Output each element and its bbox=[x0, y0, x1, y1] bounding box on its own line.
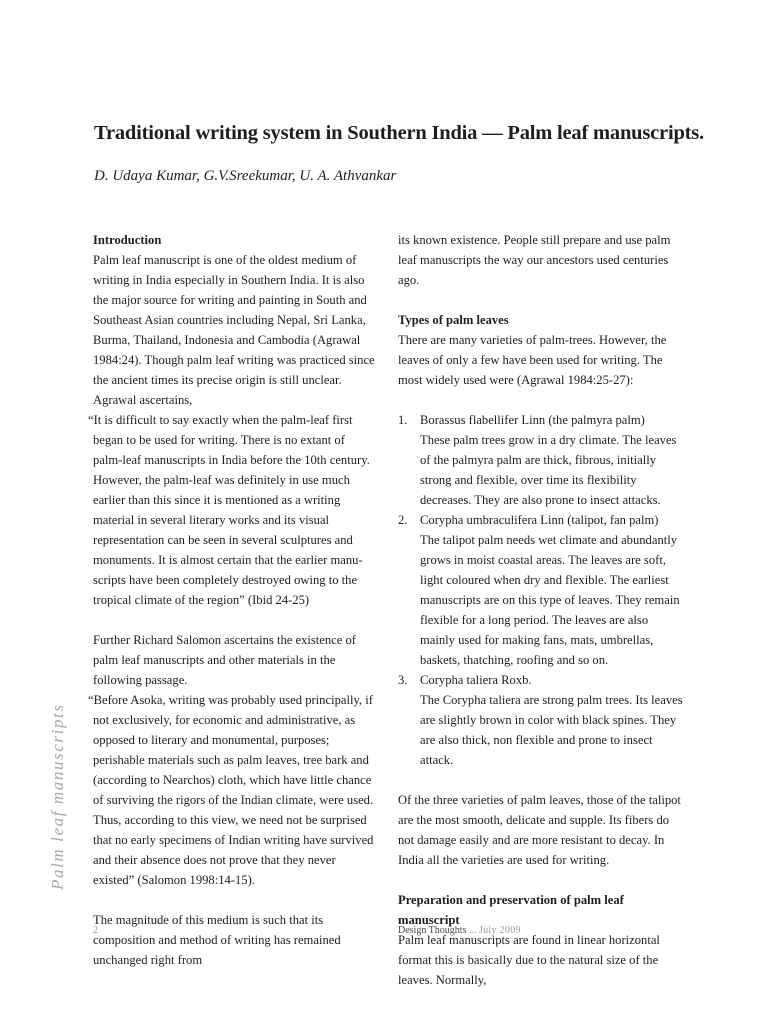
journal-name: Design Thoughts bbox=[398, 925, 467, 936]
variety-name: Corypha taliera Roxb. bbox=[420, 673, 532, 687]
variety-description: These palm trees grow in a dry climate. The leaves of the palmyra palm are thick, fibrous, initially strong and flexible, over time its flexibility decreases. They are also prone to insect attacks. bbox=[420, 433, 677, 507]
left-column bbox=[88, 230, 375, 970]
paragraph-gap bbox=[398, 390, 686, 410]
list-item bbox=[398, 510, 686, 670]
list-item-number: 2. bbox=[398, 513, 408, 527]
comparison-paragraph: Of the three varieties of palm leaves, those of the talipot are the most smooth, delicate and supple. Its fibers do not damage easily and are more resistant to decay. In India all the varieties are used for writing. bbox=[398, 793, 681, 867]
footer-separator: ... bbox=[468, 925, 477, 936]
list-item-number: 3. bbox=[398, 673, 408, 687]
salomon-intro-paragraph: Further Richard Salomon ascertains the existence of palm leaf manuscripts and other materials in the following passage. bbox=[93, 633, 356, 687]
paragraph-gap bbox=[398, 870, 686, 890]
variety-name: Borassus flabellifer Linn (the palmyra palm) bbox=[420, 413, 645, 427]
agrawal-quote: “It is difficult to say exactly when the palm-leaf first began to be used for writing. There is no extant of palm-leaf manuscripts in India before the 10th century. However, the palm-leaf was definitely in use much earlier than this since it is mentioned as a writing material in several literary works and its visual representation can be seen in several sculptures and monuments. It is almost certain that the earlier manu-scripts have been completely destroyed owing to the tropical climate of the region” (Ibid 24-25) bbox=[88, 413, 370, 607]
paragraph-gap bbox=[93, 890, 375, 910]
list-item-number: 1. bbox=[398, 413, 408, 427]
variety-description: The talipot palm needs wet climate and abundantly grows in moist coastal areas. The leaves are soft, light coloured when dry and flexible. The earliest manuscripts are on this type of leaves. They remain flexible for a long period. The leaves are also mainly used for making fans, mats, umbrellas, baskets, thatching, roofing and so on. bbox=[420, 533, 680, 667]
variety-description: The Corypha taliera are strong palm trees. Its leaves are slightly brown in color with black spines. They are also thick, non flexible and prone to insect attack. bbox=[420, 693, 683, 767]
article-title: Traditional writing system in Southern India — Palm leaf manuscripts. bbox=[94, 122, 704, 144]
preparation-paragraph: Palm leaf manuscripts are found in linear horizontal format this is basically due to the natural size of the leaves. Normally, bbox=[398, 933, 660, 987]
salomon-quote: “Before Asoka, writing was probably used principally, if not exclusively, for economic and administrative, as opposed to literary and monumental, purposes; perishable materials such as palm leaves, tree bark and (according to Nearchos) cloth, which have little chance of surviving the rigors of the Indian climate, were used. Thus, according to this view, we need not be surprised that no early specimens of Indian writing have survived and their absence does not prove that they never existed” (Salomon 1998:14-15). bbox=[88, 693, 374, 887]
introduction-paragraph: Palm leaf manuscript is one of the oldest medium of writing in India especially in Southern India. It is also the major source for writing and painting in South and Southeast Asian countries including Nepal, Sri Lanka, Burma, Thailand, Indonesia and Cambodia (Agrawal 1984:24). Though palm leaf writing was practiced since the ancient times its precise origin is still unclear. Agrawal ascertains, bbox=[93, 253, 375, 407]
article-authors: D. Udaya Kumar, G.V.Sreekumar, U. A. Athvankar bbox=[94, 168, 397, 184]
magnitude-paragraph: The magnitude of this medium is such that its composition and method of writing has remained unchanged right from bbox=[93, 913, 341, 967]
paragraph-gap bbox=[93, 610, 375, 630]
variety-name: Corypha umbraculifera Linn (talipot, fan palm) bbox=[420, 513, 659, 527]
introduction-heading: Introduction bbox=[93, 233, 162, 247]
footer-journal-line bbox=[398, 925, 521, 936]
page-number: 2 bbox=[93, 925, 98, 936]
list-item bbox=[398, 670, 686, 770]
paragraph-gap bbox=[398, 770, 686, 790]
palm-varieties-list bbox=[398, 410, 686, 770]
side-section-label: Palm leaf manuscripts bbox=[48, 703, 67, 890]
continuation-paragraph: its known existence. People still prepare and use palm leaf manuscripts the way our ancestors used centuries ago. bbox=[398, 233, 671, 287]
list-item bbox=[398, 410, 686, 510]
types-paragraph: There are many varieties of palm-trees. However, the leaves of only a few have been used for writing. The most widely used were (Agrawal 1984:25-27): bbox=[398, 333, 667, 387]
issue-date: July 2009 bbox=[478, 925, 521, 936]
preparation-heading: Preparation and preservation of palm leaf manuscript bbox=[398, 893, 624, 927]
right-column bbox=[398, 230, 686, 990]
paragraph-gap bbox=[398, 290, 686, 310]
types-heading: Types of palm leaves bbox=[398, 313, 509, 327]
